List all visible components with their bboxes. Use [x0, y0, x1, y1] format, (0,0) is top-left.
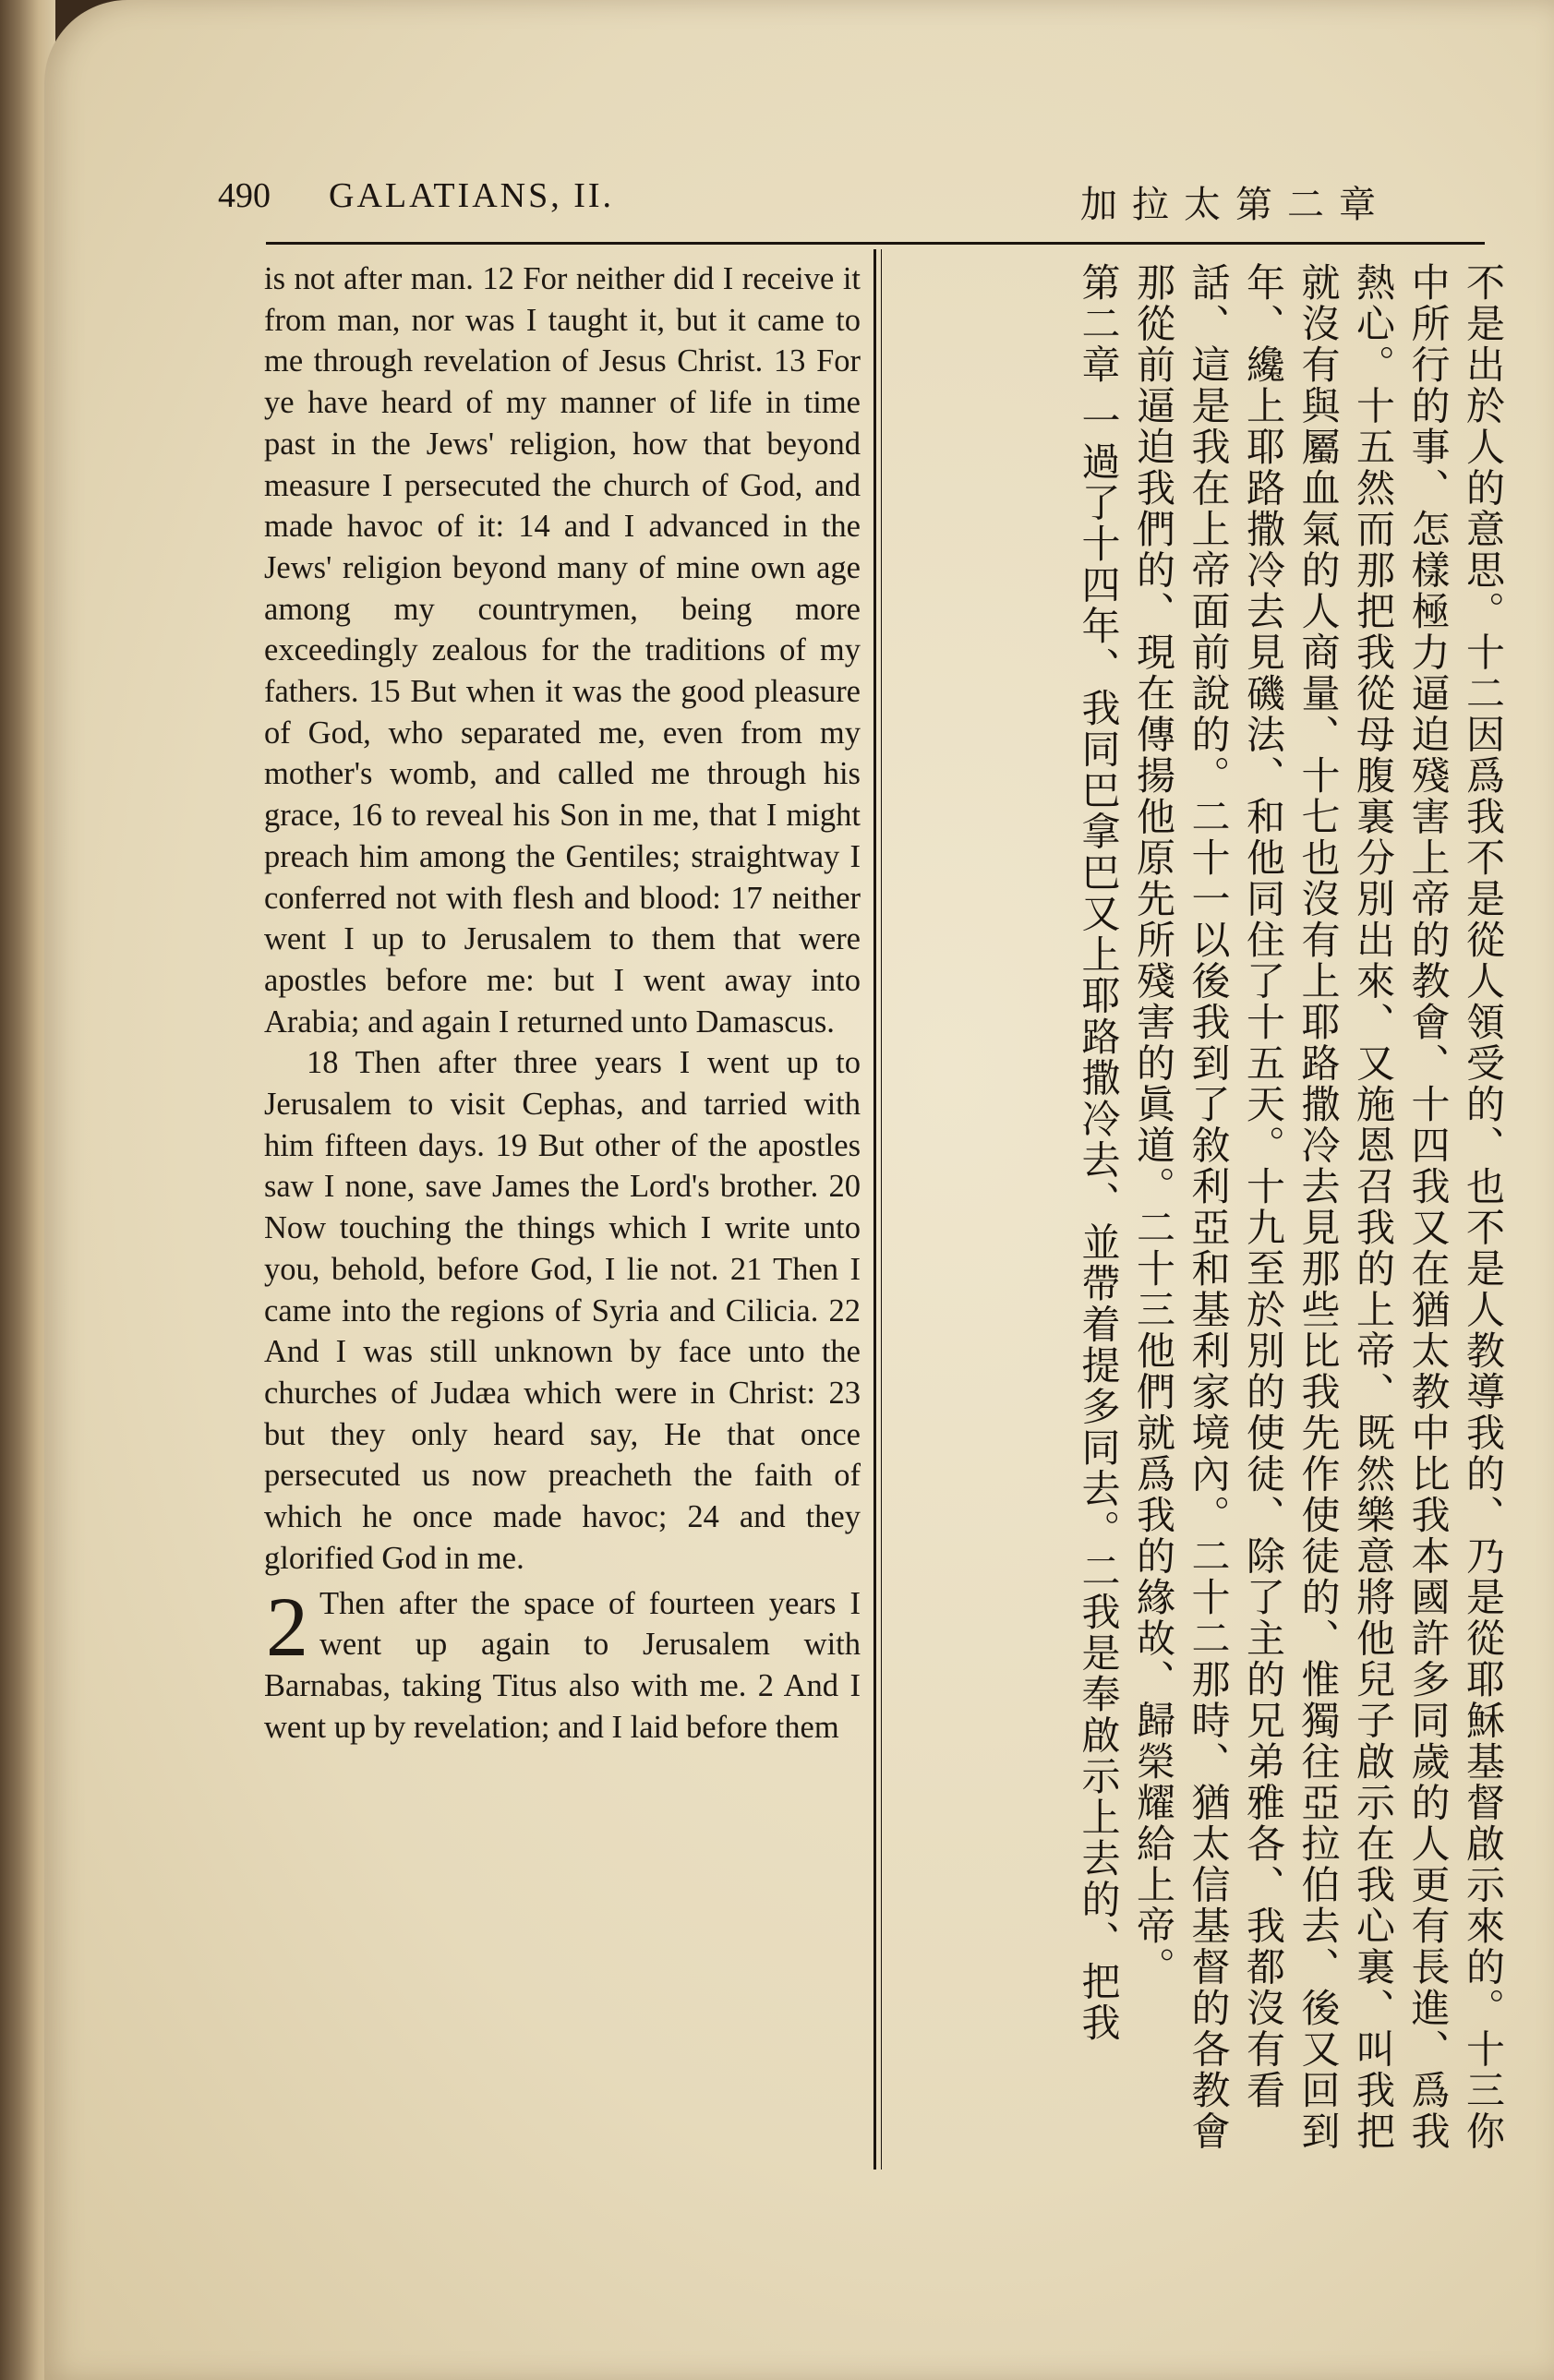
- chapter-drop-cap: 2: [266, 1579, 308, 1674]
- english-text-column: [264, 258, 861, 1748]
- english-paragraph: 18 Then after three years I went up to Jerusalem to visit Cephas, and tarried with him fifteen days. 19 But other of the apostles saw I none, save James the Lord's brother. 20 Now touching the things which I write unto you, behold, before God, I lie not. 21 Then I came into the regions of Syria and Cilicia. 22 And I was still unknown by face unto the churches of Judæa which were in Christ: 23 but they only heard say, He that once persecuted us now preacheth the faith of which he once made havoc; 24 and they glorified God in me.: [264, 1045, 861, 1576]
- chinese-line: 熱心。十五然而那把我從母腹裏分別出來、又施恩召我的上帝、既然樂意將他兒子啟示在我心裏、叫我把: [1351, 262, 1396, 2152]
- chinese-running-title: 加拉太第二章: [1080, 184, 1391, 226]
- running-title: GALATIANS, II.: [329, 176, 615, 215]
- column-divider: [873, 249, 876, 2170]
- chinese-line: 話、這是我在上帝面前說的。二十一以後我到了敘利亞和基利家境內。二十二那時、猶太信基督的各教會: [1186, 262, 1232, 2152]
- column-divider-thin: [881, 249, 882, 2170]
- chinese-line: 不是出於人的意思。十二因爲我不是從人領受的、也不是人教導我的、乃是從耶穌基督啟示來的。十三你: [1461, 262, 1506, 2152]
- page-header: [218, 175, 1391, 231]
- header-rule: [266, 242, 1485, 245]
- chapter-start: [264, 1579, 861, 1749]
- page-number: 490: [218, 176, 271, 215]
- chinese-line: 那從前逼迫我們的、現在傳揚他原先所殘害的眞道。二十三他們就爲我的緣故、歸榮耀給上帝。: [1131, 262, 1176, 1988]
- chinese-line: 就沒有與屬血氣的人商量、十七也沒有上耶路撒冷去見那些比我先作使徒的、惟獨往亞拉伯去、後又回到: [1295, 262, 1342, 2152]
- english-paragraph: is not after man. 12 For neither did I receive it from man, nor was I taught it, but it came to me through revelation of Jesus Christ. 13 For ye have heard of my manner of life in time past in the Jews' religion, how that beyond measure I persecuted the church of God, and made havoc of it: 14 and I advanced in the Jews' religion beyond many of mine own age among my countrymen, being more exceedingly zealous for the traditions of my fathers. 15 But when it was the good pleasure of God, who separated me, even from my mother's womb, and called me through his grace, 16 to reveal his Son in me, that I might preach him among the Gentiles; straightway I conferred not with flesh and blood: 17 neither went I up to Jerusalem to them that were apostles before me: but I went away into Arabia; and again I returned unto Damascus.: [264, 261, 861, 1040]
- chinese-line: 中所行的事、怎樣極力逼迫殘害上帝的教會、十四我又在猶太教中比我本國許多同歲的人更有長進、爲我: [1405, 262, 1452, 2152]
- chinese-line: 年、纔上耶路撒冷去見磯法、和他同住了十五天。十九至於別的使徒、除了主的兄弟雅各、我都沒有看: [1241, 262, 1286, 2111]
- chinese-text-column: [890, 262, 1509, 2164]
- english-paragraph: Then after the space of fourteen years I went up again to Jerusalem with Barnabas, taking Titus also with me. 2 And I went up by revelation; and I laid before them: [264, 1585, 861, 1745]
- chinese-line: 第二章 一過了十四年、我同巴拿巴又上耶路撒冷去、並帶着提多同去。二我是奉啟示上去的、把我: [1076, 262, 1122, 2044]
